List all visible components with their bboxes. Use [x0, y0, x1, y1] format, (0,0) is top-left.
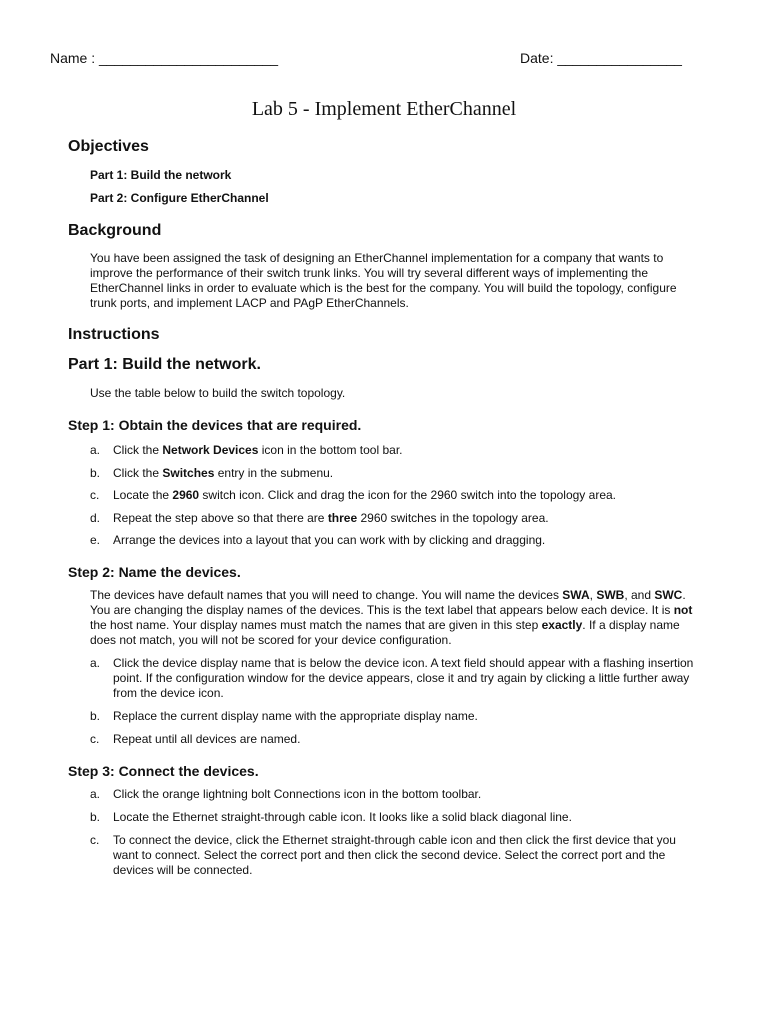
- bold-text: three: [327, 511, 358, 525]
- background-heading: Background: [68, 222, 162, 239]
- step3-heading: Step 3: Connect the devices.: [68, 763, 259, 779]
- name-field-label: Name : _______________________: [50, 50, 279, 66]
- part1-intro: Use the table below to build the switch topology.: [90, 386, 346, 400]
- objective-item: Part 2: Configure EtherChannel: [90, 191, 269, 205]
- bold-text: 2960: [172, 488, 200, 502]
- part1-heading: Part 1: Build the network.: [68, 356, 261, 373]
- document-page: Name : _______________________ Date: ________________ Lab 5 - Implement EtherChannel Objectives Part 1: Build the network Part 2: Configure EtherChannel Background You have been assigned the task of designing an EtherChannel implementation for a company that wants to improve the performance of their switch trunk links. You will try several different ways of implementing the EtherChannel links in order to evaluate which is the best for the company. You will build the topology, configure trunk ports, and implement LACP and PAgP EtherChannels. Instructions Part 1: Build the network. Use the table below to build the switch topology. Step 1: Obtain the devices that are required. a. Click the Network Devices icon in the bottom tool bar. b. Click the Switches entry in the submenu. c. Locate the 2960 switch icon. Click and drag the icon for the 2960 switch into the topology area. d. Repeat the step above so that there are three 2960 switches in the topology area. e. Arrange the devices into a layout that you can work with by clicking and dragging. Step 2: Name the devices. The devices have default names that you will need to change. You will name the devices SWA, SWB, and SWC. You are changing the display names of the devices. This is the text label that appears below each device. It is not the host name. Your display names must match the names that are given in this step exactly. If a display name does not match, you will not be scored for your device configuration. a. Click the device display name that is below the device icon. A text field should appear with a flashing insertion point. If the configuration window for the device appears, close it and try again by clicking a little further away from the device icon. b. Replace the current display name with the appropriate display name. c. Repeat until all devices are named. Step 3: Connect the devices. a. Click the orange lightning bolt Connections icon in the bottom toolbar. b. Locate the Ethernet straight-through cable icon. It looks like a solid black diagonal line. c. To connect the device, click the Ethernet straight-through cable icon and then click the first device that you want to connect. Select the correct port and then click the second device. Select the correct port and the devices will be connected.: [0, 0, 768, 1024]
- list-marker: a.: [90, 787, 101, 801]
- list-marker: a.: [90, 656, 101, 670]
- page-title: Lab 5 - Implement EtherChannel: [251, 98, 517, 120]
- list-marker: b.: [90, 810, 101, 824]
- step2-paragraph: The devices have default names that you will need to change. You will name the devices SWA, SWB, and SWC. You are changing the display names of the devices. This is the text label that appears below each device. It is not the host name. Your display names must match the names that are given in this step exactly. If a display name does not match, you will not be scored for your device configuration.: [90, 588, 693, 647]
- list-marker: d.: [90, 511, 101, 525]
- instructions-heading: Instructions: [68, 326, 160, 343]
- objective-item: Part 1: Build the network: [90, 168, 232, 182]
- list-marker: b.: [90, 466, 101, 480]
- list-marker: c.: [90, 833, 100, 847]
- list-marker: c.: [90, 732, 100, 746]
- list-marker: a.: [90, 443, 101, 457]
- step2-heading: Step 2: Name the devices.: [68, 564, 241, 580]
- bold-text: Switches: [162, 466, 215, 480]
- date-field-label: Date: ________________: [520, 50, 682, 66]
- list-marker: b.: [90, 709, 101, 723]
- background-paragraph: You have been assigned the task of designing an EtherChannel implementation for a company that wants to improve the performance of their switch trunk links. You will try several different ways of implementing the EtherChannel links in order to evaluate which is the best for the company. You will build the topology, configure trunk ports, and implement LACP and PAgP EtherChannels.: [90, 251, 677, 310]
- objectives-heading: Objectives: [68, 138, 149, 155]
- list-marker: e.: [90, 533, 101, 547]
- bold-text: Network Devices: [162, 443, 259, 457]
- step1-heading: Step 1: Obtain the devices that are required.: [68, 417, 362, 433]
- list-marker: c.: [90, 488, 100, 502]
